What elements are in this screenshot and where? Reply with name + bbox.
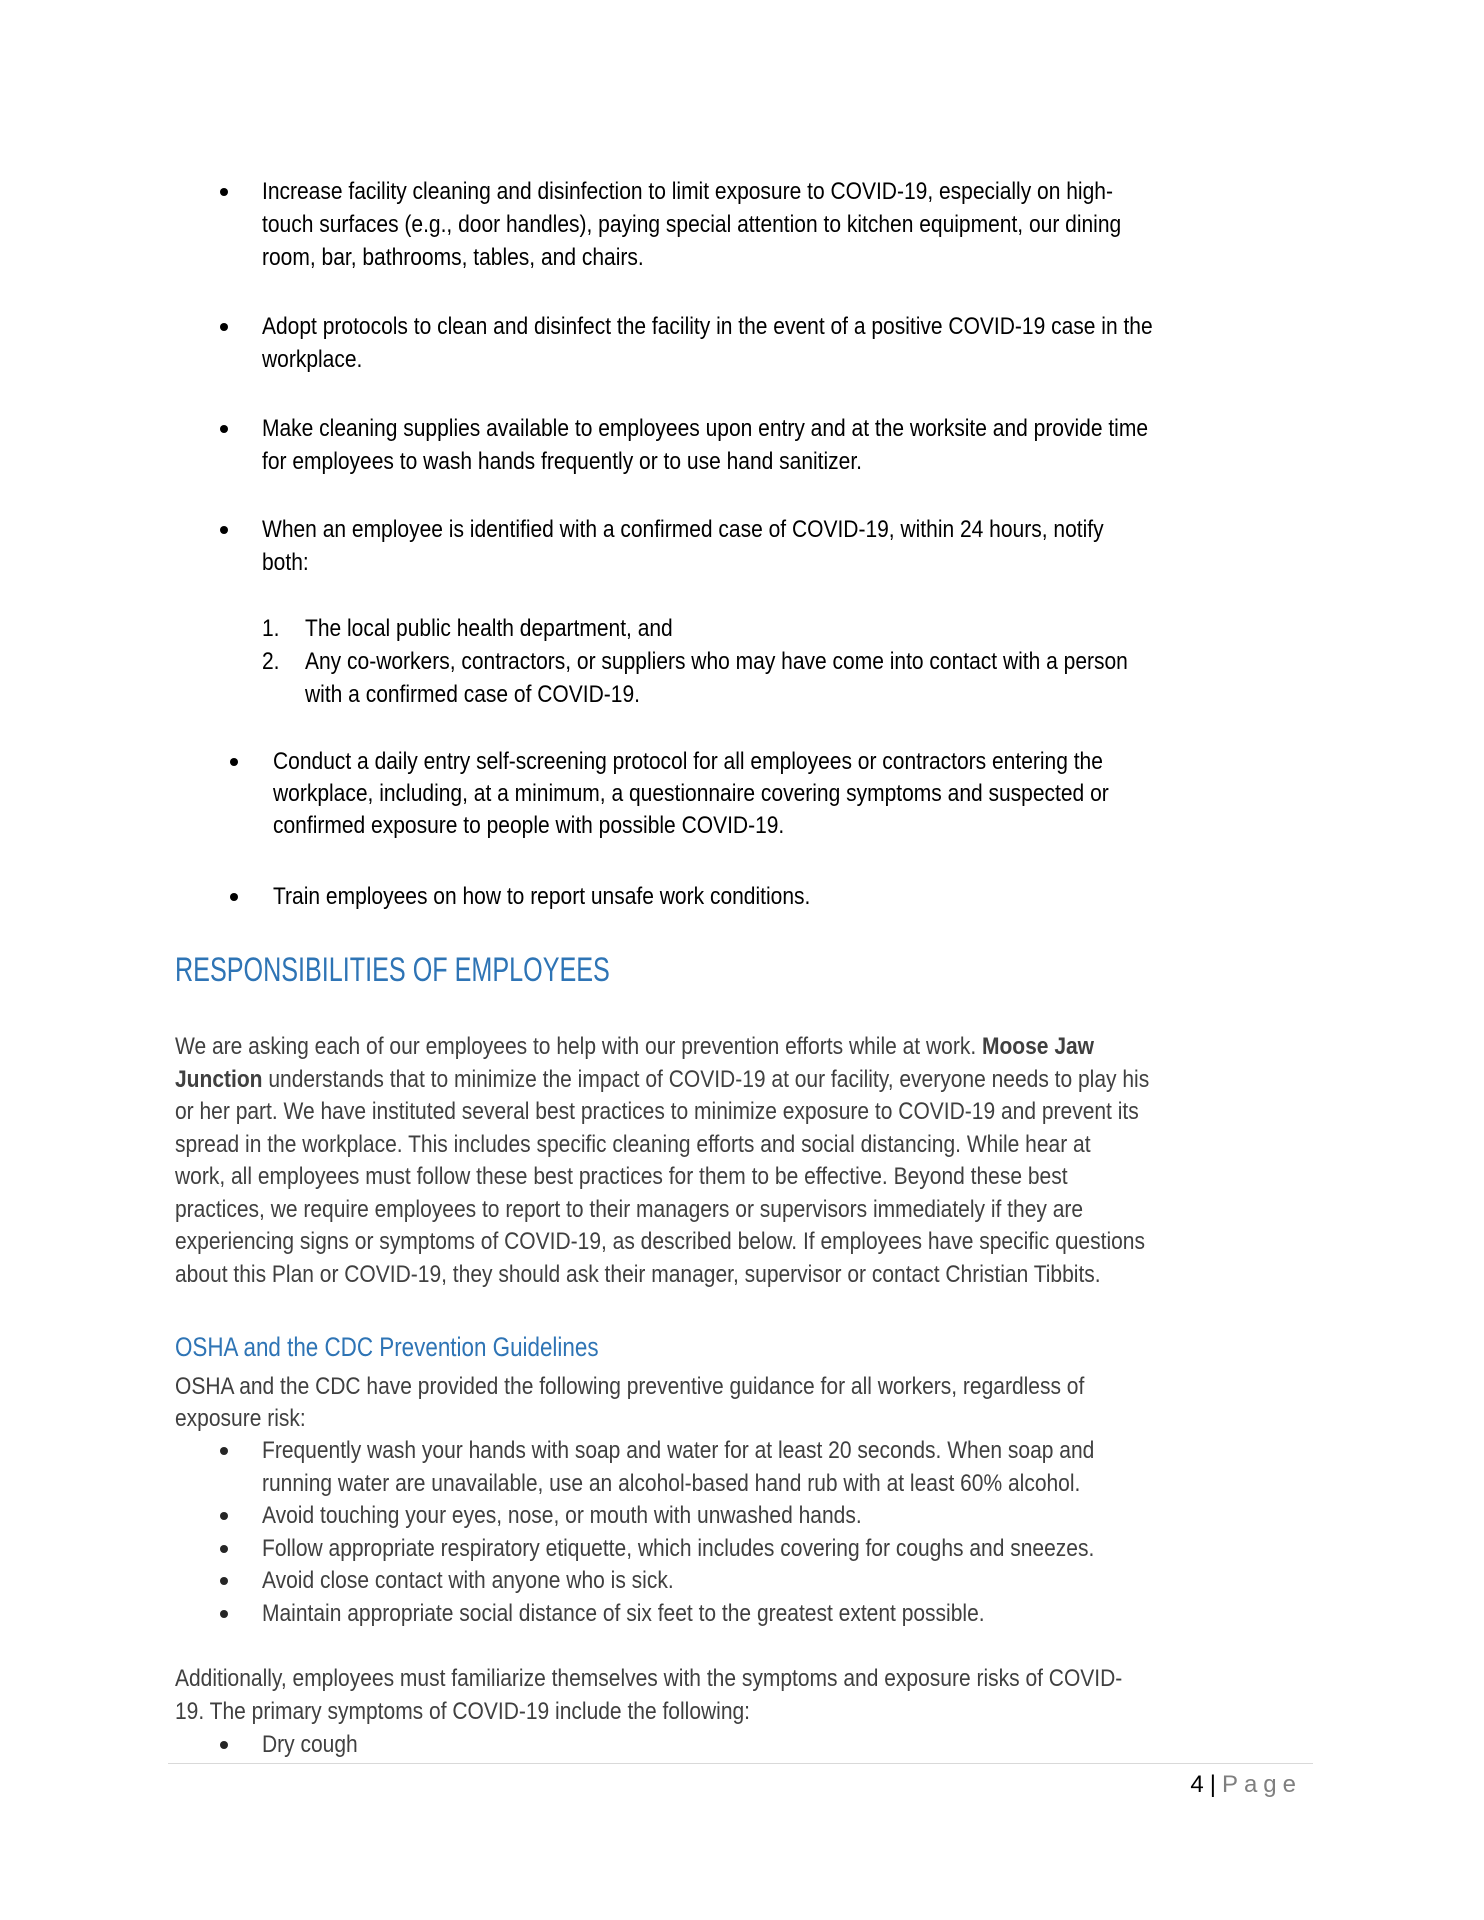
bullet-icon bbox=[220, 425, 228, 433]
list-item-text: Avoid close contact with anyone who is sick. bbox=[262, 1567, 674, 1594]
paragraph-line: about this Plan or COVID-19, they should ask their manager, supervisor or contact Christian Tibbits. bbox=[175, 1261, 1101, 1288]
bullet-icon bbox=[220, 1512, 228, 1520]
paragraph-line: experiencing signs or symptoms of COVID-19, as described below. If employees have specific questions bbox=[175, 1228, 1145, 1255]
bullet-icon bbox=[230, 893, 238, 901]
bullet-icon bbox=[220, 1577, 228, 1585]
list-item-text: Maintain appropriate social distance of six feet to the greatest extent possible. bbox=[262, 1600, 985, 1627]
bullet-icon bbox=[220, 1545, 228, 1553]
item-number: 2. bbox=[262, 648, 280, 675]
numbered-item-text: The local public health department, and bbox=[305, 615, 673, 642]
list-item-text: Avoid touching your eyes, nose, or mouth with unwashed hands. bbox=[262, 1502, 862, 1529]
numbered-item-text: with a confirmed case of COVID-19. bbox=[305, 681, 640, 708]
list-item-text: Dry cough bbox=[262, 1731, 358, 1758]
bullet-icon bbox=[220, 1610, 228, 1618]
paragraph-line: OSHA and the CDC have provided the following preventive guidance for all workers, regardless of bbox=[175, 1373, 1085, 1400]
footer-divider bbox=[168, 1763, 1313, 1764]
paragraph-line: spread in the workplace. This includes specific cleaning efforts and social distancing. While hear at bbox=[175, 1131, 1091, 1158]
list-item-text: confirmed exposure to people with possible COVID-19. bbox=[273, 812, 785, 839]
paragraph-line: practices, we require employees to report to their managers or supervisors immediately if they are bbox=[175, 1196, 1084, 1223]
item-number: 1. bbox=[262, 615, 280, 642]
paragraph-line: or her part. We have instituted several best practices to minimize exposure to COVID-19 and prevent its bbox=[175, 1098, 1139, 1125]
page-number bbox=[1190, 1770, 1302, 1800]
bullet-icon bbox=[220, 526, 228, 534]
bullet-icon bbox=[220, 1447, 228, 1455]
list-item-text: touch surfaces (e.g., door handles), paying special attention to kitchen equipment, our dining bbox=[262, 211, 1122, 238]
list-item-text: Train employees on how to report unsafe work conditions. bbox=[273, 883, 811, 910]
list-item-text: Conduct a daily entry self-screening protocol for all employees or contractors entering the bbox=[273, 748, 1103, 775]
paragraph-line bbox=[175, 1064, 1149, 1096]
company-name: Moose Jaw bbox=[981, 1033, 1095, 1060]
list-item-text: for employees to wash hands frequently or to use hand sanitizer. bbox=[262, 448, 863, 475]
list-item-text: workplace. bbox=[262, 346, 363, 373]
paragraph-line: Additionally, employees must familiarize themselves with the symptoms and exposure risks of COVID- bbox=[175, 1665, 1123, 1692]
paragraph-line bbox=[175, 1031, 1094, 1063]
numbered-item-text: Any co-workers, contractors, or suppliers who may have come into contact with a person bbox=[305, 648, 1128, 675]
paragraph-line: 19. The primary symptoms of COVID-19 include the following: bbox=[175, 1698, 751, 1725]
bullet-icon bbox=[230, 758, 238, 766]
page-label: Page bbox=[1221, 1771, 1302, 1798]
list-item-text: Follow appropriate respiratory etiquette, which includes covering for coughs and sneezes. bbox=[262, 1535, 1095, 1562]
paragraph-line: exposure risk: bbox=[175, 1405, 306, 1432]
bullet-icon bbox=[220, 323, 228, 331]
subheading: OSHA and the CDC Prevention Guidelines bbox=[175, 1332, 599, 1362]
page-separator: | bbox=[1209, 1771, 1216, 1798]
list-item-text: Increase facility cleaning and disinfection to limit exposure to COVID-19, especially on high- bbox=[262, 178, 1113, 205]
paragraph-text: understands that to minimize the impact of COVID-19 at our facility, everyone needs to play his bbox=[262, 1066, 1150, 1093]
company-name: Junction bbox=[175, 1066, 263, 1093]
list-item-text: Frequently wash your hands with soap and water for at least 20 seconds. When soap and bbox=[262, 1437, 1095, 1464]
bullet-icon bbox=[220, 1741, 228, 1749]
list-item-text: When an employee is identified with a confirmed case of COVID-19, within 24 hours, notify bbox=[262, 516, 1104, 543]
list-item-text: Adopt protocols to clean and disinfect the facility in the event of a positive COVID-19 case in the bbox=[262, 313, 1153, 340]
list-item-text: both: bbox=[262, 549, 309, 576]
list-item-text: room, bar, bathrooms, tables, and chairs. bbox=[262, 244, 644, 271]
page-number-value: 4 bbox=[1190, 1771, 1204, 1798]
bullet-icon bbox=[220, 188, 228, 196]
paragraph-line: work, all employees must follow these best practices for them to be effective. Beyond these best bbox=[175, 1163, 1068, 1190]
list-item-text: running water are unavailable, use an alcohol-based hand rub with at least 60% alcohol. bbox=[262, 1470, 1081, 1497]
list-item-text: Make cleaning supplies available to employees upon entry and at the worksite and provide time bbox=[262, 415, 1149, 442]
list-item-text: workplace, including, at a minimum, a questionnaire covering symptoms and suspected or bbox=[273, 780, 1109, 807]
paragraph-text: We are asking each of our employees to help with our prevention efforts while at work. bbox=[175, 1033, 982, 1060]
section-heading: RESPONSIBILITIES OF EMPLOYEES bbox=[175, 951, 610, 989]
